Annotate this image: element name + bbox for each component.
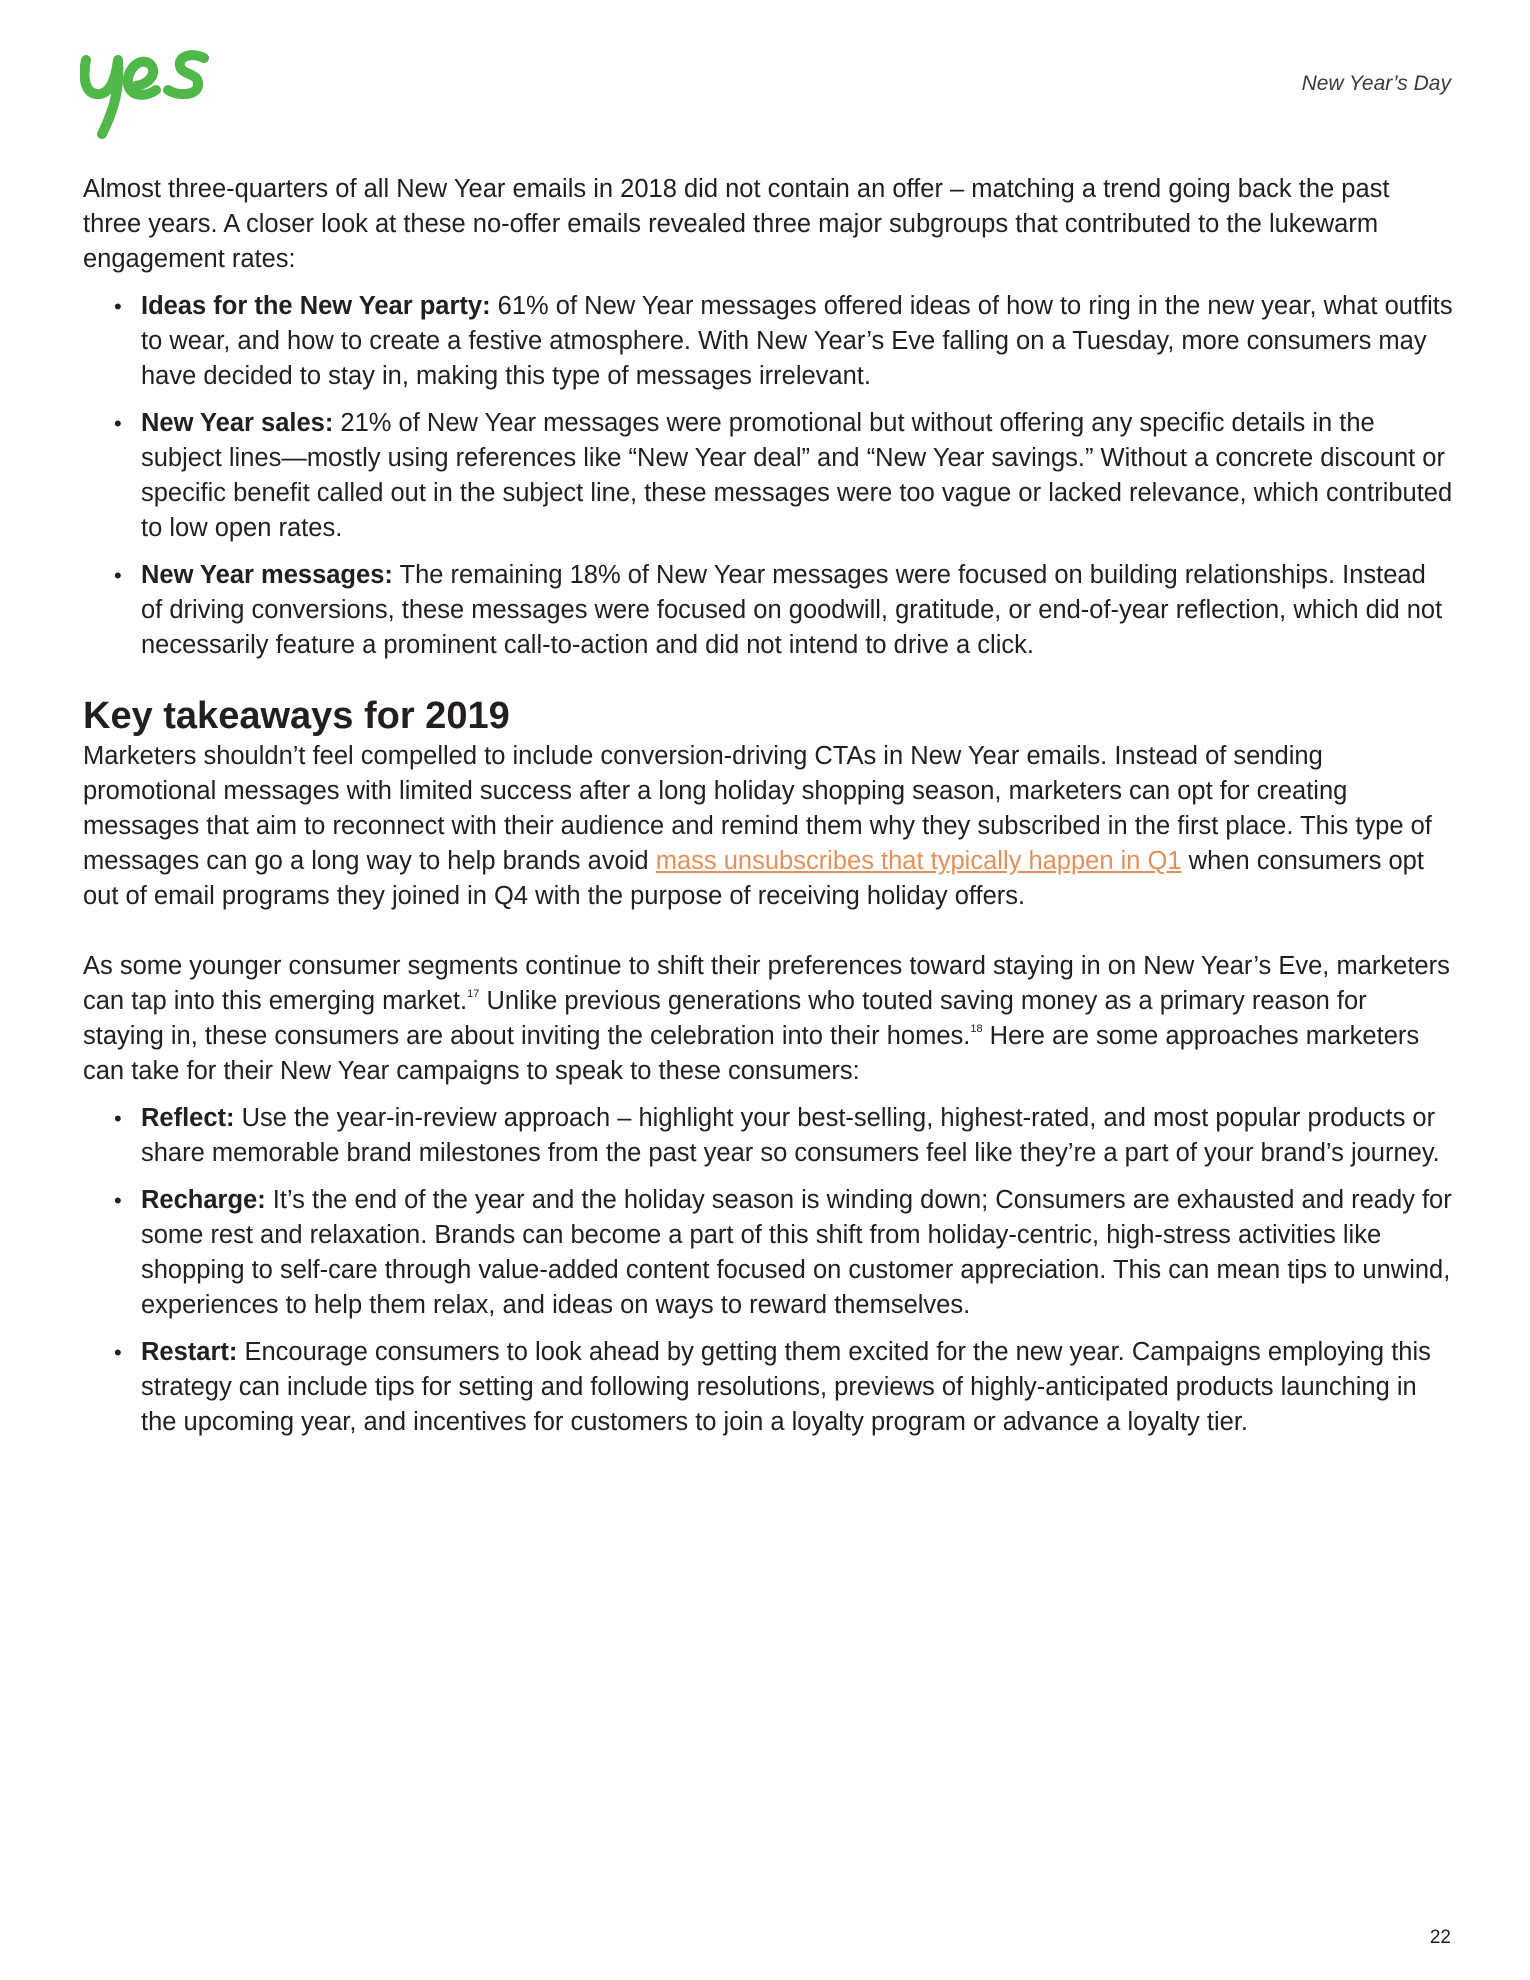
unsubscribes-link[interactable]: mass unsubscribes that typically happen in Q1 — [655, 847, 1182, 875]
list-item — [141, 289, 1453, 394]
page-number: 22 — [1429, 1927, 1451, 1948]
paragraph-text: Marketers shouldn’t feel compelled to include conversion-driving CTAs in New Year emails. Instead of sending promotional messages with limited success after a long holiday shopping season, marketers can opt for creating messages that aim to reconnect with their audience and remind them why they subscribed in the first place. This type of messages can go a long way to help brands avoid — [83, 742, 1432, 875]
paragraph-text: Here are some approaches marketers can take for their New Year campaigns to speak to these consumers: — [83, 1022, 1420, 1085]
list-item-label: Reflect: — [141, 1104, 235, 1132]
list-item-text: It’s the end of the year and the holiday season is winding down; Consumers are exhausted and ready for some rest and relaxation. Brands can become a part of this shift from holiday-centric, high-stress activities like shopping to self-care through value-added content focused on customer appreciation. This can mean tips to unwind, experiences to help them relax, and ideas on ways to reward themselves. — [141, 1186, 1452, 1319]
footnote-ref-17: 17 — [467, 988, 480, 1000]
paragraph-text: Unlike previous generations who touted saving money as a primary reason for staying in, these consumers are about inviting the celebration into their homes. — [83, 987, 1367, 1050]
list-item-label: Restart: — [141, 1338, 238, 1366]
list-item-label: Ideas for the New Year party: — [141, 292, 491, 320]
list-item — [141, 406, 1453, 546]
approaches-list — [83, 1101, 1453, 1440]
yes-logo — [80, 50, 216, 142]
list-item-text: 61% of New Year messages offered ideas of how to ring in the new year, what outfits to wear, and how to create a festive atmosphere. With New Year’s Eve falling on a Tuesday, more consumers may have decided to stay in, making this type of messages irrelevant. — [141, 292, 1453, 390]
logo-letter-e — [128, 62, 156, 95]
list-item-text: Encourage consumers to look ahead by getting them excited for the new year. Campaigns employing this strategy can include tips for setting and following resolutions, previews of highly-anticipated products launching in the upcoming year, and incentives for customers to join a loyalty program or advance a loyalty tier. — [141, 1338, 1431, 1436]
paragraph-text: when consumers opt out of email programs they joined in Q4 with the purpose of receiving holiday offers. — [83, 847, 1424, 910]
paragraph-spacer — [83, 914, 1453, 949]
intro-paragraph: Almost three-quarters of all New Year emails in 2018 did not contain an offer – matching a trend going back the past three years. A closer look at these no-offer emails revealed three major subgroups that contributed to the lukewarm engagement rates: — [83, 175, 1390, 273]
takeaways-paragraph-2 — [83, 949, 1453, 1089]
list-item-label: New Year messages: — [141, 561, 393, 589]
footnote-ref-18: 18 — [970, 1023, 983, 1035]
list-item — [141, 1101, 1453, 1171]
section-label: New Year’s Day — [1301, 72, 1451, 95]
page-content — [83, 172, 1453, 1452]
takeaways-paragraph-1 — [83, 739, 1453, 914]
list-item-text: 21% of New Year messages were promotional but without offering any specific details in the subject lines—mostly using references like “New Year deal” and “New Year savings.” Without a concrete discount or specific benefit called out in the subject line, these messages were too vague or lacked relevance, which contributed to low open rates. — [141, 409, 1453, 542]
list-item-text: Use the year-in-review approach – highlight your best-selling, highest-rated, and most popular products or share memorable brand milestones from the past year so consumers feel like they’re a part of your brand’s journey. — [141, 1104, 1440, 1167]
subgroups-list — [83, 289, 1453, 663]
list-item — [141, 1183, 1453, 1323]
paragraph-text: As some younger consumer segments continue to shift their preferences toward staying in on New Year’s Eve, marketers can tap into this emerging market. — [83, 952, 1450, 1015]
logo-letter-y — [85, 60, 119, 134]
logo-letter-s — [168, 55, 204, 94]
list-item-label: New Year sales: — [141, 409, 334, 437]
list-item-text: The remaining 18% of New Year messages were focused on building relationships. Instead of driving conversions, these messages were focused on goodwill, gratitude, or end-of-year reflection, which did not necessarily feature a prominent call-to-action and did not intend to drive a click. — [141, 561, 1443, 659]
list-item-label: Recharge: — [141, 1186, 266, 1214]
list-item — [141, 1335, 1453, 1440]
section-heading: Key takeaways for 2019 — [83, 695, 510, 737]
list-item — [141, 558, 1453, 663]
